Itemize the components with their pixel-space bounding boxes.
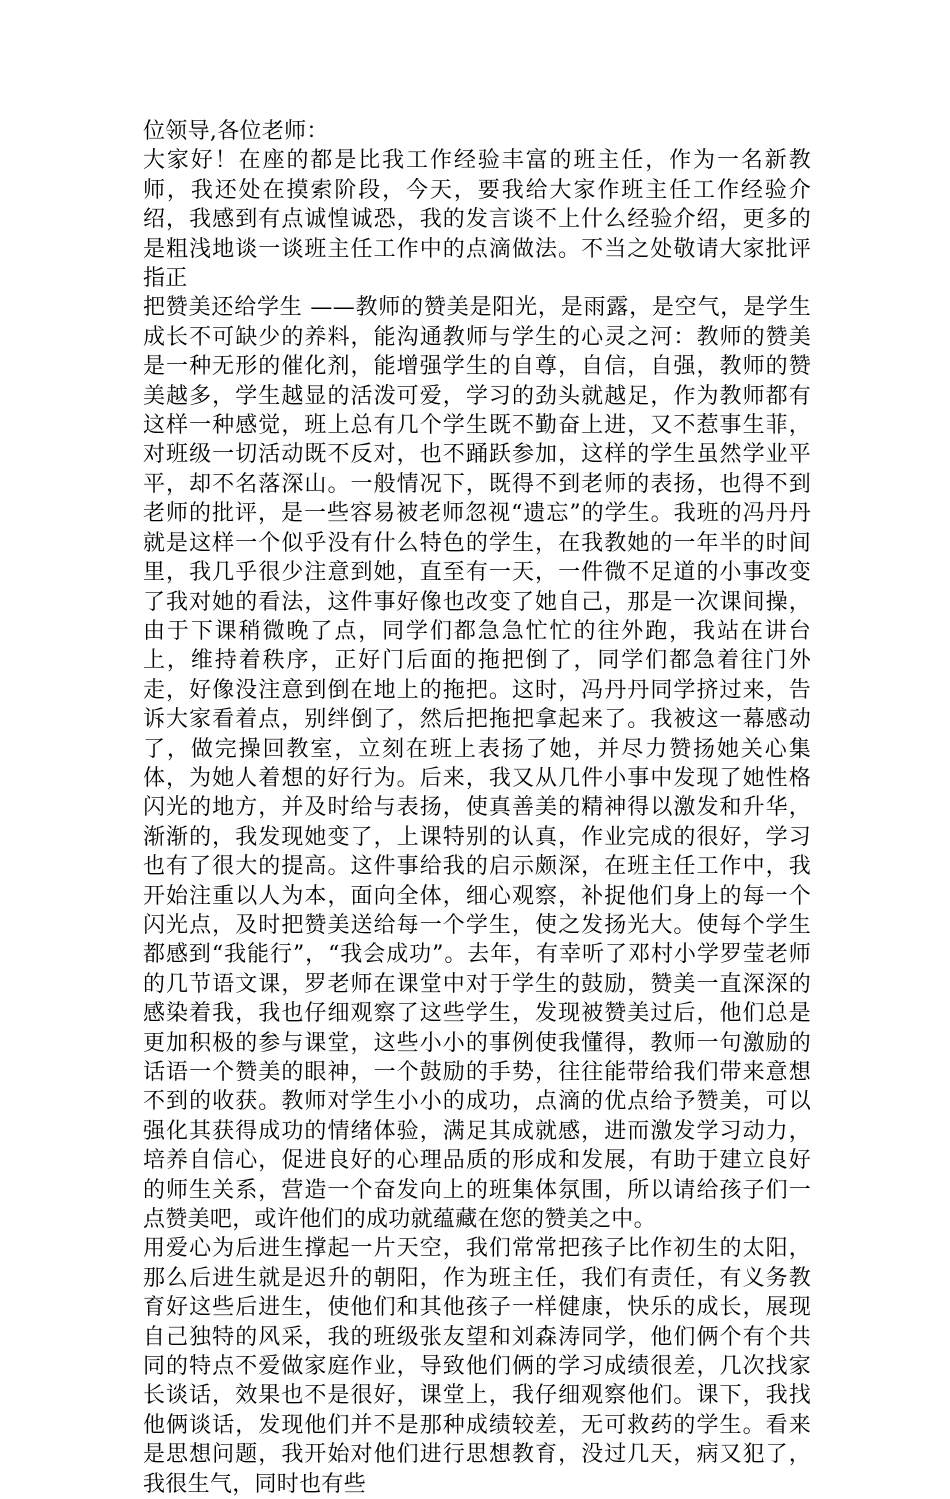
salutation: 位领导,各位老师： (143, 119, 329, 144)
paragraph-praise-students: 把赞美还给学生 ——教师的赞美是阳光，是雨露，是空气，是学生成长不可缺少的养料，能沟通教师与学生的心灵之河：教师的赞美是一种无形的催化剂，能增强学生的自尊，自信，自强，教师的赞美越多，学生越显的活泼可爱，学习的劲头就越足，作为教师都有这样一种感觉，班上总有几个学生既不勤奋上进，又不惹事生菲，对班级一切活动既不反对，也不踊跃参加，这样的学生虽然学业平平，却不名落深山。一般情况下，既得不到老师的表扬，也得不到老师的批评，是一些容易被老师忽视“遗忘”的学生。我班的冯丹丹就是这样一个似乎没有什么特色的学生，在我教她的一年半的时间里，我几乎很少注意到她，直至有一天，一件微不足道的小事改变了我对她的看法，这件事好像也改变了她自己，那是一次课间操，由于下课稍微晚了点，同学们都急急忙忙的往外跑，我站在讲台上，维持着秩序，正好门后面的拖把倒了，同学们都急着往门外走，好像没注意到倒在地上的拖把。这时，冯丹丹同学挤过来，告诉大家看着点，别绊倒了，然后把拖把拿起来了。我被这一幕感动了，做完操回教室，立刻在班上表扬了她，并尽力赞扬她关心集体，为她人着想的好行为。后来，我又从几件小事中发现了她性格闪光的地方，并及时给与表扬，使真善美的精神得以激发和升华，渐渐的，我发现她变了，上课特别的认真，作业完成的很好，学习也有了很大的提高。这件事给我的启示颇深，在班主任工作中，我开始注重以人为本，面向全体，细心观察，补捉他们身上的每一个闪光点，及时把赞美送给每一个学生，使之发扬光大。使每个学生都感到“我能行”，“我会成功”。去年，有幸听了邓村小学罗莹老师的几节语文课，罗老师在课堂中对于学生的鼓励，赞美一直深深的感染着我，我也仔细观察了这些学生，发现被赞美过后，他们总是更加积极的参与课堂，这些小小的事例使我懂得，教师一句激励的话语一个赞美的眼神，一个鼓励的手势，往往能带给我们带来意想不到的收获。教师对学生小小的成功，点滴的优点给予赞美，可以强化其获得成功的情绪体验，满足其成就感，进而激发学习动力，培养自信心，促进良好的心理品质的形成和发展，有助于建立良好的师生关系，营造一个奋发向上的班集体氛围，所以请给孩子们一点赞美吧，或许他们的成功就蕴藏在您的赞美之中。 (143, 295, 811, 1233)
paragraph-greeting: 大家好！在座的都是比我工作经验丰富的班主任，作为一名新教师，我还处在摸索阶段，今天，要我给大家作班主任工作经验介绍，我感到有点诚惶诚恐，我的发言谈不上什么经验介绍，更多的是粗浅地谈一谈班主任工作中的点滴做法。不当之处敬请大家批评指正 (143, 148, 811, 292)
paragraph-struggling-students: 用爱心为后进生撑起一片天空，我们常常把孩子比作初生的太阳，那么后进生就是迟升的朝阳，作为班主任，我们有责任，有义务教育好这些后进生，使他们和其他孩子一样健康，快乐的成长，展现自己独特的风采，我的班级张友望和刘森涛同学，他们俩个有个共同的特点不爱做家庭作业，导致他们俩的学习成绩很差，几次找家长谈话，效果也不是很好，课堂上，我仔细观察他们。课下，我找他俩谈话，发现他们并不是那种成绩较差，无可救药的学生。看来是思想问题，我开始对他们进行思想教育，没过几天，病又犯了，我很生气，同时也有些 (143, 1236, 811, 1497)
document-body (143, 117, 811, 1499)
